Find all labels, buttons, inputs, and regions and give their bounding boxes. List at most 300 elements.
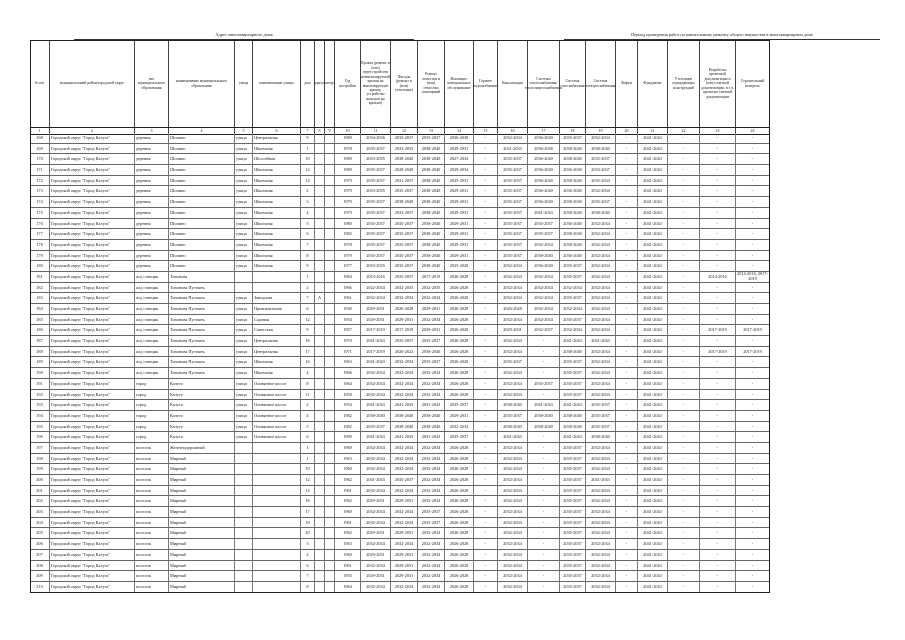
table-cell: 2032-2034 [498,518,528,528]
table-cell: 2032-2034 [528,272,560,282]
table-cell: 2041-2043 [638,422,668,432]
table-cell: 2014-2016 [361,272,391,282]
table-cell: Тихонова Пустынь [169,315,235,325]
table-cell: 2035-2037 [560,571,586,581]
table-cell: - [668,240,700,250]
table-cell: 2033-2035 [391,144,418,154]
table-cell: Мирный [169,454,235,464]
table-cell: - [736,518,770,528]
table-cell: Мирный [169,496,235,506]
table-cell: 2035-2037 [560,539,586,549]
table-cell: 2035-2037 [391,240,418,250]
table-cell: 2032-2034 [586,486,616,496]
table-cell: 2021-2033 [498,144,528,154]
table-cell: 16 [301,357,315,367]
table-cell: - [736,251,770,261]
table-cell: 2032-2034 [586,229,616,239]
table-cell: 2032-2034 [418,475,445,485]
table-cell: поселок [135,486,169,496]
table-cell: поселок [135,454,169,464]
table-cell: - [736,336,770,346]
table-cell: 1979 [335,208,361,218]
table-cell: 2035-2037 [560,379,586,389]
table-cell: 2041-2043 [638,315,668,325]
table-cell: 2032-2034 [498,464,528,474]
table-cell: 2035-2037 [498,208,528,218]
table-cell: - [700,518,736,528]
table-cell: - [668,518,700,528]
table-cell: - [474,422,498,432]
table-cell: улица [235,368,253,378]
table-cell: город [135,390,169,400]
table-cell: 1966 [335,368,361,378]
column-number: 11 [361,128,391,134]
table-cell: 2027-2034 [445,154,474,164]
table-cell: 2038-2040 [560,197,586,207]
table-cell: - [616,165,638,175]
column-header: Фасады (ремонт и (или) утепление) [391,40,418,127]
table-cell: Заводская [253,293,301,303]
table-cell: 2032-2034 [391,368,418,378]
table-cell: 195 [30,422,50,432]
table-cell: город [135,379,169,389]
table-cell: 2035-2037 [361,165,391,175]
table-cell: деревня [135,133,169,143]
table-cell: - [474,582,498,592]
table-cell: ж/д станция [135,272,169,282]
table-cell: 2032-2034 [498,561,528,571]
table-cell: 2029-2031 [361,304,391,314]
table-cell: 2029-2031 [445,240,474,250]
table-cell: - [616,336,638,346]
table-cell: 2032-2034 [586,240,616,250]
table-cell: - [616,411,638,421]
table-cell: 1961 [335,561,361,571]
table-cell: 2035-2037 [586,411,616,421]
table-cell: - [668,347,700,357]
table-cell: - [736,475,770,485]
table-cell: 2036-2040 [560,219,586,229]
table-cell: - [528,496,560,506]
table-cell: Городской округ "Город Калуга" [50,528,135,538]
table-cell: 2032-2034 [586,379,616,389]
table-cell: Городской округ "Город Калуга" [50,261,135,271]
table-cell: - [616,443,638,453]
table-cell: 2035-2037 [560,272,586,282]
table-cell: 1978 [335,144,361,154]
table-cell: 7 [301,571,315,581]
table-cell: - [668,432,700,442]
table-cell: 2022-2034 [361,283,391,293]
table-cell: - [736,261,770,271]
table-cell: Калуга [169,400,235,410]
table-cell: Школьная [253,186,301,196]
table-cell: 2038-2040 [560,208,586,218]
table-cell: 2026-2028 [445,325,474,335]
table-cell: 2041-2043 [638,229,668,239]
table-cell: - [668,165,700,175]
table-cell: - [700,571,736,581]
table-cell: 6 [301,229,315,239]
table-cell: 2041-2043 [638,240,668,250]
table-cell: 2032-2034 [391,379,418,389]
table-cell: - [700,240,736,250]
column-header: наименование улицы [253,40,301,127]
table-cell: 1963 [335,357,361,367]
table-cell: 2041-2043 [638,454,668,464]
table-cell: 1960 [335,550,361,560]
table-cell: 6 [301,561,315,571]
table-cell: 2038-2040 [418,229,445,239]
table-cell: - [700,133,736,143]
table-cell: 2032-2034 [586,443,616,453]
table-cell: 2041-2043 [560,336,586,346]
table-cell: город [135,411,169,421]
table-cell: улица [235,186,253,196]
column-header: наименование муниципального образования [169,40,235,127]
table-cell: 2014-2016, 2017-2019 [736,272,770,282]
table-cell: - [474,368,498,378]
table-cell: - [736,571,770,581]
table-cell: - [700,251,736,261]
table-cell: 1980 [335,219,361,229]
table-cell: 2032-2034 [498,379,528,389]
table-cell: - [700,390,736,400]
table-cell: 2041-2043 [638,154,668,164]
table-cell: 2032-2034 [498,496,528,506]
table-cell: Школьная [253,176,301,186]
table-cell: - [700,411,736,421]
table-cell: - [668,336,700,346]
table-cell: - [736,315,770,325]
table-cell: 2035-2037 [391,261,418,271]
table-cell: 2041-2043 [528,400,560,410]
table-cell: 9 [301,133,315,143]
table-cell: А [315,293,325,303]
column-number: 1 [30,128,50,134]
table-cell: 2035-2037 [560,454,586,464]
table-cell: - [616,186,638,196]
table-cell: 192 [30,390,50,400]
table-cell: Городской округ "Город Калуга" [50,144,135,154]
table-cell: - [700,229,736,239]
table-cell: ж/д станция [135,357,169,367]
table-cell: 2032-2034 [586,347,616,357]
table-cell: 5 [301,219,315,229]
table-cell: 8 [301,251,315,261]
table-cell: - [616,176,638,186]
table-cell: город [135,432,169,442]
table-cell: - [668,496,700,506]
table-cell: 2029-2031 [498,325,528,335]
table-cell: 2035-2037 [586,154,616,164]
table-cell: Городской округ "Город Калуга" [50,208,135,218]
table-cell: 2035-2037 [560,315,586,325]
table-cell: 8 [301,379,315,389]
table-cell: - [736,186,770,196]
table-cell: Городской округ "Город Калуга" [50,368,135,378]
table-cell: улица [235,432,253,442]
table-cell: - [474,240,498,250]
table-cell: 2041-2043 [361,400,391,410]
column-number: 22 [668,128,700,134]
table-cell: 2038-2040 [418,261,445,271]
table-cell: 178 [30,240,50,250]
table-cell: 2038-2040 [498,400,528,410]
table-cell: 1957 [335,325,361,335]
table-cell: Оловянное шоссе [253,422,301,432]
table-cell: улица [235,293,253,303]
table-cell: 2026-2028 [445,507,474,517]
column-header: Фундамент [638,40,668,127]
table-cell: - [668,379,700,389]
table-cell: Городской округ "Город Калуга" [50,379,135,389]
table-cell: 2041-2043 [638,400,668,410]
table-cell: 9 [301,325,315,335]
table-cell: - [668,261,700,271]
table-cell: 2032-2034 [418,293,445,303]
table-cell: 2035-2037 [361,251,391,261]
table-cell: 2032-2034 [586,464,616,474]
table-cell: 2029-2031 [418,325,445,335]
table-cell: 11 [301,390,315,400]
column-number: 12 [391,128,418,134]
table-cell: 2038-2040 [528,251,560,261]
table-cell: 2032-2034 [528,283,560,293]
table-cell: 2 [301,283,315,293]
table-cell: 2035-2037 [528,219,560,229]
table-cell: 1955 [335,571,361,581]
table-cell: - [736,165,770,175]
column-number: 14 [445,128,474,134]
table-cell: 2017-2019 [736,347,770,357]
table-cell: - [736,357,770,367]
table-cell: - [700,315,736,325]
table-cell: улица [235,144,253,154]
table-cell: - [668,229,700,239]
table-cell: 20 [301,528,315,538]
table-cell: Городской округ "Город Калуга" [50,390,135,400]
table-cell: 4 [301,550,315,560]
table-cell: 2034-2036 [361,133,391,143]
table-cell: Мирный [169,539,235,549]
table-cell: 2041-2043 [391,400,418,410]
table-cell: - [616,197,638,207]
table-cell: 2035-2034 [586,176,616,186]
table-cell: 2041-2043 [418,400,445,410]
table-cell: Шопино [169,186,235,196]
table-cell: - [668,411,700,421]
table-cell: Тихонова Пустынь [169,283,235,293]
table-cell: 2035-2037 [560,390,586,400]
table-cell: 1930 [335,304,361,314]
table-cell: Городской округ "Город Калуга" [50,411,135,421]
table-cell: - [474,219,498,229]
table-cell: - [616,357,638,367]
table-cell: 2032-2034 [528,293,560,303]
table-cell: 2026-2028 [445,368,474,378]
table-cell: 2035-2037 [560,550,586,560]
table-cell: 2032-2034 [586,283,616,293]
table-cell: деревня [135,154,169,164]
column-number: 16 [498,128,528,134]
table-cell: 2038-2040 [586,144,616,154]
table-cell: 2032-2034 [498,272,528,282]
table-cell: 2026-2028 [445,454,474,464]
table-cell: - [736,528,770,538]
table-cell: 2032-2034 [418,464,445,474]
table-cell: Городской округ "Город Калуга" [50,400,135,410]
table-cell: 2041-2043 [638,197,668,207]
table-cell: Школьная [253,240,301,250]
table-cell: Городской округ "Город Калуга" [50,486,135,496]
table-cell: - [474,390,498,400]
table-cell: деревня [135,240,169,250]
column-header: Горячее водоснабжение [474,40,498,127]
table-cell: 2035-2037 [361,176,391,186]
table-cell: 2035-2037 [560,368,586,378]
table-cell: 2032-2034 [418,550,445,560]
table-cell: 2035-2037 [418,357,445,367]
table-cell: - [528,528,560,538]
table-cell: 2032-2034 [391,390,418,400]
table-cell: 2032-2034 [418,454,445,464]
table-cell: - [700,219,736,229]
table-cell: деревня [135,251,169,261]
table-cell: - [616,379,638,389]
table-cell: 2032-2034 [361,539,391,549]
table-cell: - [700,400,736,410]
table-cell: 1954 [335,400,361,410]
table-cell: 2032-2034 [586,293,616,303]
table-cell: 2033-2035 [361,261,391,271]
table-cell: 2032-2034 [586,315,616,325]
table-cell: - [700,186,736,196]
table-cell: 1964 [335,379,361,389]
table-cell: 2032-2034 [361,443,391,453]
table-cell: - [616,133,638,143]
table-cell: 2026-2028 [445,464,474,474]
table-cell: 1960 [335,464,361,474]
table-cell: 2038-2040 [418,422,445,432]
table-cell: - [668,186,700,196]
table-cell: 210 [30,582,50,592]
table-cell: 2032-2034 [391,293,418,303]
table-cell: Оловянное шоссе [253,400,301,410]
table-cell: - [528,561,560,571]
table-cell: - [668,464,700,474]
table-cell: - [474,443,498,453]
table-cell: 2035-2037 [391,186,418,196]
table-cell: - [474,272,498,282]
table-cell: 2035-2037 [361,144,391,154]
table-cell: 1962 [335,528,361,538]
column-header: дом [301,40,315,127]
table-cell: Тихонова Пустынь [169,325,235,335]
table-cell: - [528,347,560,357]
table-cell: 2041-2043 [638,272,668,282]
table-cell: 2029-2031 [445,229,474,239]
table-cell: - [668,582,700,592]
table-cell: 1 [301,454,315,464]
table-cell: 2035-2037 [498,165,528,175]
table-cell: деревня [135,144,169,154]
table-cell: - [700,357,736,367]
table-cell: 2036-2040 [528,133,560,143]
table-cell: ж/д станция [135,325,169,335]
table-cell: 2035-2037 [361,197,391,207]
table-cell: 2041-2043 [638,336,668,346]
table-cell: 2026-2028 [445,304,474,314]
table-cell: - [736,176,770,186]
table-cell: - [736,400,770,410]
table-cell: Оловянное шоссе [253,432,301,442]
table-frame [30,40,770,593]
table-cell: - [700,464,736,474]
table-cell: 2035-2037 [586,197,616,207]
table-cell: Городской округ "Город Калуга" [50,176,135,186]
table-cell: - [616,582,638,592]
table-cell: 2038-2040 [418,176,445,186]
table-cell: 2032-2034 [586,357,616,367]
table-cell: 2035-2037 [528,229,560,239]
table-cell: ж/д станция [135,293,169,303]
table-cell: 2032-2034 [498,293,528,303]
table-cell: 2032-2034 [498,528,528,538]
table-cell: Школьная [253,357,301,367]
table-cell: - [700,475,736,485]
table-cell: 2029-2031 [391,561,418,571]
table-cell: 2032-2034 [586,454,616,464]
column-number: 10 [335,128,361,134]
table-cell: - [668,219,700,229]
table-cell: 12 [301,165,315,175]
table-cell: Городской округ "Город Калуга" [50,518,135,528]
column-number: 15 [474,128,498,134]
table-cell: 2038-2040 [560,411,586,421]
table-cell: Городской округ "Город Калуга" [50,304,135,314]
table-cell: 1 [301,272,315,282]
table-cell: 198 [30,454,50,464]
table-cell: 2035-2037 [391,219,418,229]
table-cell: - [668,325,700,335]
table-cell: - [668,144,700,154]
table-cell: деревня [135,261,169,271]
table-cell: 2032-2034 [586,539,616,549]
table-cell: - [700,432,736,442]
table-cell: - [616,528,638,538]
table-cell: улица [235,219,253,229]
table-cell: 2032-2034 [586,325,616,335]
table-cell: 2041-2043 [361,336,391,346]
table-cell: ж/д станция [135,304,169,314]
table-cell: поселок [135,443,169,453]
table-cell: 2029-2031 [445,186,474,196]
table-cell: 4 [301,411,315,421]
table-cell: Городской округ "Город Калуга" [50,283,135,293]
table-cell: улица [235,411,253,421]
table-cell: - [528,464,560,474]
table-cell: Калуга [169,390,235,400]
table-cell: Школьная [253,368,301,378]
table-cell: - [474,379,498,389]
table-cell: 2032-2034 [586,390,616,400]
table-cell: улица [235,208,253,218]
table-cell: 2032-2034 [498,507,528,517]
table-cell: 2035-2037 [361,422,391,432]
table-cell: Городской округ "Город Калуга" [50,550,135,560]
table-cell: Шопино [169,219,235,229]
